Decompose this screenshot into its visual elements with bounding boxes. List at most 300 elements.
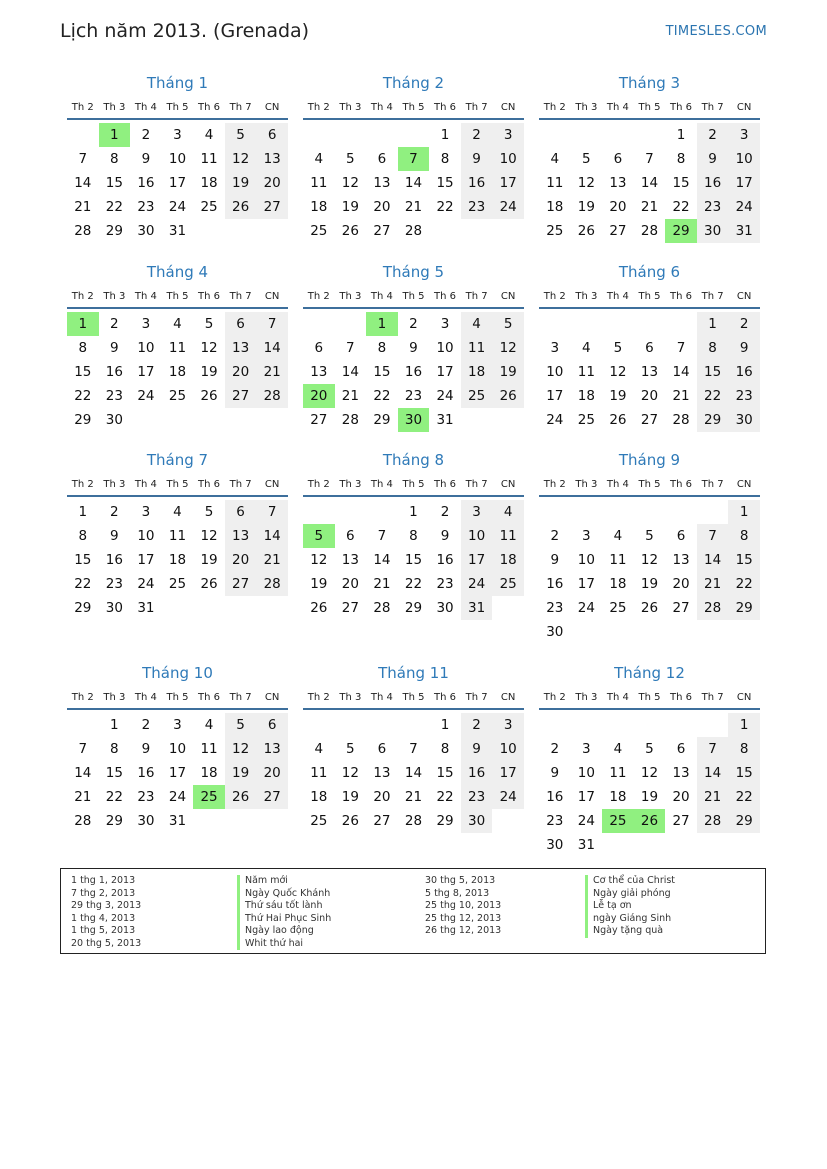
day-cell: 25	[310, 223, 328, 239]
day-cell: 12	[310, 552, 328, 568]
day-cell: 11	[310, 175, 328, 191]
legend-holiday-name: Ngày lao động	[237, 925, 331, 938]
legend-dates-col-1	[71, 875, 141, 950]
empty-cell	[67, 123, 99, 147]
weekday-label: Th 7	[701, 691, 724, 703]
day-cell: 21	[256, 360, 288, 384]
day-cell: 25	[577, 412, 595, 428]
day-cell: 9	[110, 528, 119, 544]
weekday-label: Th 6	[670, 101, 693, 113]
day-cell: 16	[105, 364, 123, 380]
day-cell: 5	[346, 151, 355, 167]
day-cell: 18	[609, 576, 627, 592]
day-cell: 20	[609, 199, 627, 215]
day-cell: 18	[168, 552, 187, 568]
empty-cell	[665, 713, 697, 737]
day-cell: 31	[461, 596, 493, 620]
weekday-label: Th 3	[103, 691, 126, 703]
legend-holiday-name: Lễ tạ ơn	[585, 900, 675, 913]
weekday-label: Th 7	[229, 691, 252, 703]
day-cell: 21	[697, 785, 729, 809]
day-cell: 14	[74, 175, 92, 191]
weekday-header	[67, 96, 288, 120]
day-cell: 29	[728, 809, 760, 833]
empty-cell	[634, 123, 666, 147]
weekday-label: Th 5	[638, 290, 661, 302]
day-cell: 30	[105, 600, 123, 616]
day-cell: 7	[346, 340, 355, 356]
day-cell: 8	[377, 340, 387, 356]
day-cell: 9	[110, 340, 119, 356]
day-cell: 3	[461, 500, 493, 524]
empty-cell	[602, 123, 634, 147]
weekday-label: Th 2	[71, 478, 94, 490]
holiday-day-cell: 7	[398, 147, 430, 171]
day-cell: 16	[105, 552, 123, 568]
day-cell: 3	[141, 316, 151, 332]
day-cell: 14	[697, 761, 729, 785]
day-cell: 18	[609, 789, 627, 805]
day-cell: 10	[728, 147, 760, 171]
day-grid	[67, 123, 288, 243]
day-cell: 2	[141, 127, 151, 143]
day-cell: 2	[409, 316, 418, 332]
day-cell: 6	[676, 741, 686, 757]
day-cell: 11	[200, 741, 218, 757]
weekday-label: Th 3	[339, 478, 362, 490]
empty-cell	[665, 312, 697, 336]
holiday-day-cell: 26	[634, 809, 666, 833]
month-calendar	[67, 449, 288, 620]
day-cell: 4	[613, 528, 623, 544]
day-cell: 21	[74, 199, 92, 215]
day-cell: 20	[341, 576, 359, 592]
day-cell: 11	[577, 364, 595, 380]
day-cell: 27	[341, 600, 359, 616]
empty-cell	[697, 713, 729, 737]
day-cell: 29	[728, 596, 760, 620]
day-cell: 26	[200, 388, 218, 404]
day-cell: 24	[168, 789, 187, 805]
day-cell: 25	[168, 576, 187, 592]
weekday-label: CN	[736, 478, 752, 490]
day-cell: 14	[256, 336, 288, 360]
day-cell: 13	[672, 552, 690, 568]
day-cell: 7	[697, 524, 729, 548]
day-cell: 6	[377, 151, 387, 167]
day-cell: 15	[404, 552, 423, 568]
day-cell: 1	[440, 717, 450, 733]
weekday-header	[539, 686, 760, 710]
day-cell: 15	[105, 765, 123, 781]
weekday-label: Th 4	[606, 691, 629, 703]
day-cell: 24	[492, 195, 524, 219]
day-cell: 24	[577, 813, 595, 829]
day-cell: 23	[404, 388, 423, 404]
day-cell: 5	[645, 741, 654, 757]
day-cell: 18	[461, 360, 493, 384]
holiday-day-cell: 5	[303, 524, 335, 548]
day-cell: 5	[204, 316, 214, 332]
day-cell: 1	[676, 127, 686, 143]
empty-cell	[303, 500, 335, 524]
day-cell: 13	[640, 364, 659, 380]
day-cell: 14	[697, 548, 729, 572]
day-grid	[67, 312, 288, 432]
day-cell: 23	[697, 195, 729, 219]
day-cell: 18	[492, 548, 524, 572]
weekday-label: Th 5	[402, 691, 425, 703]
day-grid	[303, 123, 524, 243]
day-cell: 6	[645, 340, 654, 356]
legend-names-col-1	[237, 875, 331, 950]
empty-cell	[366, 713, 398, 737]
month-calendar	[303, 449, 524, 620]
day-cell: 16	[404, 364, 423, 380]
day-cell: 6	[256, 713, 288, 737]
day-cell: 7	[645, 151, 654, 167]
day-cell: 21	[697, 572, 729, 596]
day-cell: 11	[200, 151, 218, 167]
weekday-header	[539, 96, 760, 120]
day-cell: 23	[436, 576, 454, 592]
legend-holiday-name: Whit thứ hai	[237, 938, 331, 951]
day-cell: 7	[256, 312, 288, 336]
day-cell: 17	[577, 576, 595, 592]
day-cell: 26	[225, 785, 257, 809]
day-cell: 13	[341, 552, 359, 568]
day-cell: 13	[225, 524, 257, 548]
weekday-header	[539, 285, 760, 309]
day-cell: 31	[168, 813, 187, 829]
day-cell: 14	[256, 524, 288, 548]
day-cell: 4	[204, 127, 214, 143]
day-cell: 13	[373, 175, 391, 191]
day-cell: 28	[404, 813, 423, 829]
day-cell: 1	[440, 127, 450, 143]
day-cell: 2	[461, 713, 493, 737]
day-cell: 3	[492, 123, 524, 147]
day-cell: 30	[546, 837, 564, 853]
day-cell: 10	[492, 737, 524, 761]
weekday-header	[67, 473, 288, 497]
day-cell: 27	[672, 813, 690, 829]
weekday-label: CN	[500, 478, 516, 490]
day-cell: 23	[461, 195, 493, 219]
day-cell: 29	[74, 600, 92, 616]
weekday-label: CN	[500, 290, 516, 302]
weekday-label: Th 5	[166, 290, 189, 302]
weekday-label: Th 7	[701, 478, 724, 490]
day-cell: 5	[225, 123, 257, 147]
empty-cell	[398, 123, 430, 147]
empty-cell	[634, 500, 666, 524]
day-cell: 11	[168, 340, 187, 356]
holiday-day-cell: 29	[665, 219, 697, 243]
day-cell: 6	[613, 151, 623, 167]
day-grid	[303, 713, 524, 833]
weekday-label: Th 4	[606, 290, 629, 302]
day-cell: 26	[341, 223, 359, 239]
day-cell: 30	[697, 219, 729, 243]
day-cell: 25	[168, 388, 187, 404]
day-cell: 2	[461, 123, 493, 147]
day-cell: 27	[672, 600, 690, 616]
day-cell: 9	[440, 528, 450, 544]
weekday-label: Th 3	[575, 101, 598, 113]
month-name: Tháng 8	[382, 451, 445, 469]
day-cell: 26	[492, 384, 524, 408]
day-cell: 27	[609, 223, 627, 239]
day-cell: 23	[546, 813, 564, 829]
day-cell: 20	[256, 761, 288, 785]
weekday-header	[303, 473, 524, 497]
month-name: Tháng 9	[618, 451, 681, 469]
month-name: Tháng 12	[614, 664, 685, 682]
legend-date: 1 thg 1, 2013	[71, 875, 136, 886]
day-cell: 15	[436, 175, 454, 191]
day-cell: 28	[74, 813, 92, 829]
weekday-label: Th 5	[166, 691, 189, 703]
weekday-label: Th 4	[134, 290, 157, 302]
weekday-label: Th 2	[307, 290, 330, 302]
weekday-label: Th 6	[434, 691, 457, 703]
day-cell: 9	[141, 151, 151, 167]
weekday-header	[539, 473, 760, 497]
weekday-label: Th 2	[307, 691, 330, 703]
day-cell: 26	[200, 576, 218, 592]
day-cell: 14	[74, 765, 92, 781]
weekday-label: Th 2	[543, 691, 566, 703]
day-cell: 16	[461, 761, 493, 785]
day-cell: 4	[582, 340, 591, 356]
empty-cell	[602, 312, 634, 336]
holiday-day-cell: 30	[398, 408, 430, 432]
day-cell: 28	[697, 596, 729, 620]
empty-cell	[571, 500, 603, 524]
day-cell: 5	[492, 312, 524, 336]
day-cell: 21	[256, 548, 288, 572]
day-cell: 3	[550, 340, 560, 356]
day-cell: 18	[310, 789, 328, 805]
day-cell: 11	[492, 524, 524, 548]
month-name: Tháng 4	[146, 263, 209, 281]
weekday-label: Th 7	[465, 290, 488, 302]
day-cell: 29	[74, 412, 92, 428]
day-cell: 13	[609, 175, 627, 191]
day-cell: 12	[577, 175, 595, 191]
day-cell: 22	[74, 388, 92, 404]
day-cell: 3	[582, 528, 591, 544]
day-cell: 4	[461, 312, 493, 336]
day-cell: 5	[582, 151, 591, 167]
month-calendar	[67, 261, 288, 432]
weekday-label: Th 3	[103, 101, 126, 113]
day-cell: 12	[640, 765, 659, 781]
day-cell: 2	[110, 316, 119, 332]
day-cell: 22	[728, 785, 760, 809]
day-cell: 3	[173, 717, 182, 733]
day-cell: 15	[728, 761, 760, 785]
weekday-label: CN	[736, 101, 752, 113]
weekday-label: Th 2	[71, 101, 94, 113]
month-name: Tháng 10	[142, 664, 213, 682]
day-cell: 30	[137, 223, 155, 239]
day-cell: 24	[436, 388, 454, 404]
day-cell: 16	[546, 576, 564, 592]
day-cell: 28	[373, 600, 391, 616]
day-cell: 1	[110, 717, 119, 733]
day-cell: 11	[461, 336, 493, 360]
day-cell: 11	[168, 528, 187, 544]
weekday-header	[303, 686, 524, 710]
day-cell: 19	[341, 789, 359, 805]
legend-date: 26 thg 12, 2013	[425, 925, 502, 936]
day-cell: 4	[550, 151, 560, 167]
day-cell: 30	[105, 412, 123, 428]
day-cell: 27	[225, 384, 257, 408]
day-cell: 17	[492, 171, 524, 195]
weekday-label: Th 4	[134, 691, 157, 703]
day-cell: 31	[168, 223, 187, 239]
weekday-label: Th 7	[465, 478, 488, 490]
day-cell: 23	[137, 789, 155, 805]
legend-holiday-name: Ngày tặng quà	[585, 925, 675, 938]
day-cell: 17	[461, 548, 493, 572]
month-calendar	[539, 261, 760, 432]
empty-cell	[303, 123, 335, 147]
day-cell: 11	[609, 765, 627, 781]
weekday-label: Th 5	[166, 478, 189, 490]
day-cell: 9	[409, 340, 418, 356]
day-cell: 7	[697, 737, 729, 761]
day-cell: 8	[728, 737, 760, 761]
day-cell: 24	[492, 785, 524, 809]
day-cell: 27	[256, 785, 288, 809]
empty-cell	[634, 713, 666, 737]
day-cell: 23	[105, 576, 123, 592]
weekday-label: Th 3	[103, 290, 126, 302]
day-cell: 9	[461, 147, 493, 171]
day-cell: 28	[341, 412, 359, 428]
day-cell: 28	[74, 223, 92, 239]
day-cell: 8	[110, 151, 119, 167]
weekday-label: Th 4	[370, 478, 393, 490]
day-cell: 19	[640, 576, 659, 592]
day-cell: 3	[492, 713, 524, 737]
day-cell: 21	[74, 789, 92, 805]
day-cell: 10	[577, 765, 595, 781]
day-cell: 15	[105, 175, 123, 191]
month-name: Tháng 7	[146, 451, 209, 469]
day-cell: 31	[728, 219, 760, 243]
weekday-label: Th 5	[638, 478, 661, 490]
legend-date: 1 thg 4, 2013	[71, 912, 136, 924]
day-cell: 7	[409, 741, 418, 757]
day-cell: 24	[168, 199, 187, 215]
empty-cell	[366, 500, 398, 524]
legend-date: 20 thg 5, 2013	[71, 937, 142, 949]
day-cell: 19	[341, 199, 359, 215]
day-cell: 2	[728, 312, 760, 336]
page-title: Lịch năm 2013. (Grenada)	[60, 20, 310, 42]
day-cell: 21	[640, 199, 659, 215]
day-cell: 6	[256, 123, 288, 147]
legend-date: 29 thg 3, 2013	[71, 900, 142, 911]
weekday-label: CN	[264, 691, 280, 703]
day-cell: 1	[728, 713, 760, 737]
legend-holiday-name: Thứ sáu tốt lành	[237, 900, 331, 913]
day-cell: 8	[440, 741, 450, 757]
site-link[interactable]: TIMESLES.COM	[665, 24, 767, 39]
day-cell: 31	[436, 412, 454, 428]
weekday-label: CN	[736, 290, 752, 302]
day-cell: 7	[676, 340, 686, 356]
day-cell: 22	[105, 199, 123, 215]
day-cell: 27	[373, 813, 391, 829]
day-cell: 4	[204, 717, 214, 733]
day-cell: 22	[436, 789, 454, 805]
empty-cell	[539, 500, 571, 524]
day-cell: 15	[728, 548, 760, 572]
day-cell: 17	[546, 388, 564, 404]
empty-cell	[571, 312, 603, 336]
weekday-label: Th 7	[701, 290, 724, 302]
day-cell: 7	[377, 528, 387, 544]
day-cell: 16	[461, 171, 493, 195]
day-cell: 18	[310, 199, 328, 215]
empty-cell	[602, 713, 634, 737]
day-cell: 1	[728, 500, 760, 524]
day-cell: 31	[137, 600, 155, 616]
empty-cell	[571, 123, 603, 147]
day-cell: 12	[341, 175, 359, 191]
legend-holiday-name: Năm mới	[237, 875, 331, 888]
day-cell: 10	[137, 340, 155, 356]
day-cell: 27	[373, 223, 391, 239]
day-cell: 15	[373, 364, 391, 380]
day-cell: 29	[105, 223, 123, 239]
day-cell: 13	[310, 364, 328, 380]
day-cell: 5	[225, 713, 257, 737]
day-cell: 24	[137, 388, 155, 404]
legend-date: 7 thg 2, 2013	[71, 887, 136, 899]
day-cell: 5	[613, 340, 623, 356]
weekday-header	[303, 285, 524, 309]
day-cell: 29	[697, 408, 729, 432]
day-cell: 17	[137, 552, 155, 568]
weekday-label: Th 5	[402, 478, 425, 490]
empty-cell	[539, 713, 571, 737]
day-cell: 24	[546, 412, 564, 428]
empty-cell	[634, 312, 666, 336]
holiday-day-cell: 20	[303, 384, 335, 408]
weekday-label: Th 7	[229, 478, 252, 490]
day-cell: 19	[200, 364, 218, 380]
weekday-header	[67, 686, 288, 710]
day-cell: 24	[461, 572, 493, 596]
legend-date: 30 thg 5, 2013	[425, 875, 496, 886]
legend-holiday-name: Cơ thể của Christ	[585, 875, 675, 888]
empty-cell	[303, 312, 335, 336]
day-cell: 30	[137, 813, 155, 829]
day-cell: 31	[577, 837, 595, 853]
day-cell: 30	[461, 809, 493, 833]
day-cell: 10	[577, 552, 595, 568]
day-cell: 26	[577, 223, 595, 239]
day-cell: 1	[409, 504, 418, 520]
empty-cell	[366, 123, 398, 147]
